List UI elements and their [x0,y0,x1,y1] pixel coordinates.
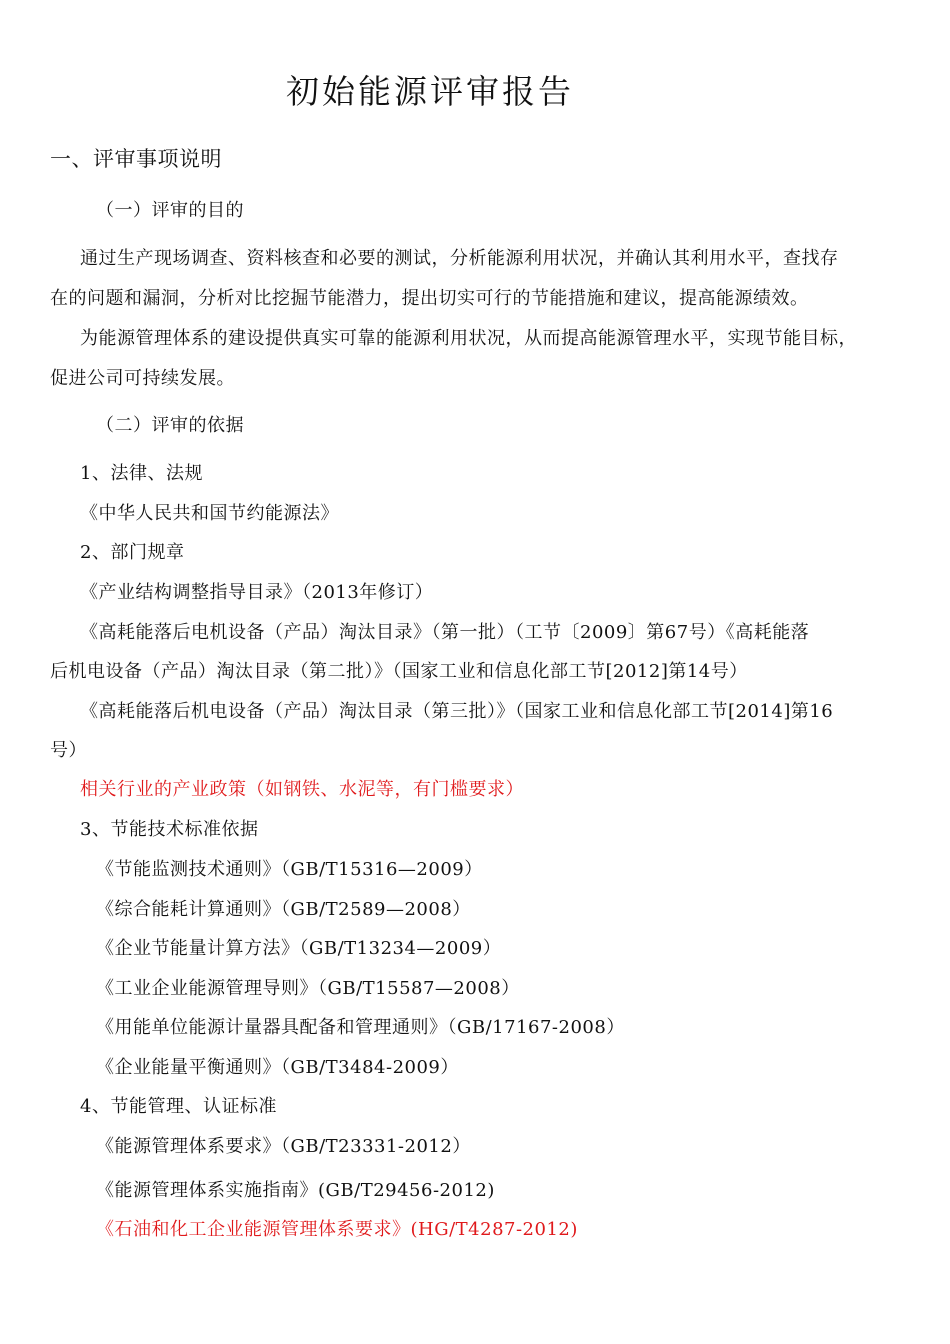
standard-item: 《工业企业能源管理导则》（GB/T15587—2008） [96,978,520,999]
standard-item: 《综合能耗计算通则》（GB/T2589—2008） [96,899,471,920]
list-item: 《中华人民共和国节约能源法》 [80,503,339,524]
subsection-heading-purpose: （一）评审的目的 [96,200,244,221]
paragraph-line: 促进公司可持续发展。 [50,368,235,389]
standard-item: 《企业能量平衡通则》（GB/T3484-2009） [96,1057,459,1078]
standard-item-highlighted: 《石油和化工企业能源管理体系要求》(HG/T4287-2012) [96,1219,578,1240]
standard-item: 《节能监测技术通则》（GB/T15316—2009） [96,859,483,880]
paragraph-line: 在的问题和漏洞，分析对比挖掘节能潜力，提出切实可行的节能措施和建议，提高能源绩效。 [50,288,809,309]
standard-item: 《能源管理体系要求》（GB/T23331-2012） [96,1136,471,1157]
list-item: 《高耗能落后电机设备（产品）淘汰目录》（第一批）（工节〔2009〕第67号）《高耗能落 [80,622,810,643]
highlighted-note: 相关行业的产业政策（如钢铁、水泥等，有门槛要求） [80,779,524,800]
report-title: 初始能源评审报告 [286,72,574,111]
paragraph-line: 通过生产现场调查、资料核查和必要的测试，分析能源利用状况，并确认其利用水平，查找存 [80,248,839,269]
paragraph-line: 为能源管理体系的建设提供真实可靠的能源利用状况，从而提高能源管理水平，实现节能目标， [80,328,857,349]
list-heading-tech-standards: 3、节能技术标准依据 [80,819,259,840]
section-heading-1: 一、评审事项说明 [50,147,222,171]
standard-item: 《企业节能量计算方法》（GB/T13234—2009） [96,938,502,959]
list-heading-mgmt-standards: 4、节能管理、认证标准 [80,1096,277,1117]
list-item: 《高耗能落后机电设备（产品）淘汰目录（第三批）》（国家工业和信息化部工节[2014]第16 [80,701,834,722]
standard-item: 《能源管理体系实施指南》(GB/T29456-2012) [96,1180,495,1201]
list-heading-laws: 1、法律、法规 [80,463,203,484]
list-item: 《产业结构调整指导目录》（2013年修订） [80,582,434,603]
list-item-continuation: 号） [50,740,87,761]
subsection-heading-basis: （二）评审的依据 [96,415,244,436]
list-heading-rules: 2、部门规章 [80,542,185,563]
list-item-continuation: 后机电设备（产品）淘汰目录（第二批）》（国家工业和信息化部工节[2012]第14号） [50,661,748,682]
standard-item: 《用能单位能源计量器具配备和管理通则》（GB/17167-2008） [96,1017,625,1038]
